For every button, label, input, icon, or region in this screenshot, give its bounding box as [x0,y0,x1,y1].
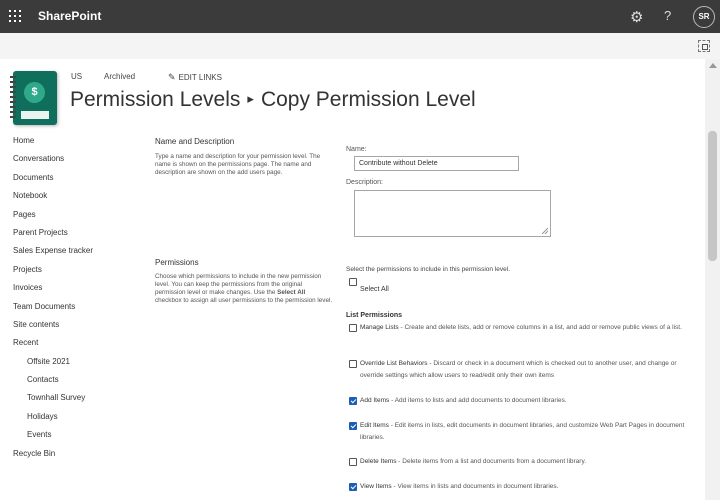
permission-description: View items in lists and documents in document libraries. [397,483,559,490]
permission-name[interactable]: Override List Behaviors [360,360,428,367]
permission-checkbox[interactable] [349,458,357,466]
permissions-desc-pre: Choose which permissions to include in the new permission level. You can keep the permissions from the original permission level or make changes. Use the [155,273,322,296]
avatar[interactable]: SR [693,6,715,28]
name-input[interactable]: Contribute without Delete [354,156,519,171]
permission-description: Delete items from a list and documents from a document library. [402,458,587,465]
breadcrumb-separator-icon: ▸ [247,91,254,106]
permission-separator: - [398,324,405,331]
list-permissions-title: List Permissions [346,312,403,319]
permission-item [360,420,695,444]
permission-item [360,395,695,407]
permissions-section-description [155,273,333,305]
top-link-us[interactable]: US [71,72,83,81]
name-label: Name: [346,146,367,153]
left-navigation [13,136,93,467]
permission-description: Discard or check in a document which is checked out to another user, and change or override settings which allow users to read/edit only their own items [360,360,677,379]
permission-separator: - [391,483,398,490]
dollar-icon: $ [24,82,45,103]
page-scrollbar[interactable] [705,59,720,500]
permission-description: Add items to lists and add documents to document libraries. [394,397,567,404]
gear-icon[interactable]: ⚙ [630,9,644,26]
permission-item [360,456,695,468]
nav-item-contacts[interactable]: Contacts [27,375,59,385]
name-section-title: Name and Description [155,137,235,146]
permission-name[interactable]: View Items [360,483,392,490]
permission-checkbox[interactable] [349,483,357,491]
scroll-up-icon[interactable] [709,63,717,68]
help-icon[interactable]: ? [664,8,672,23]
pencil-icon: ✎ [168,72,176,82]
nav-item-documents[interactable]: Documents [13,172,54,182]
nav-item-pages[interactable]: Pages [13,209,36,219]
breadcrumb-current: Copy Permission Level [260,88,476,111]
permission-description: Edit items in lists, edit documents in document libraries, and customize Web Part Pages in document libraries. [360,422,685,441]
focus-mode-icon[interactable] [698,40,710,52]
permission-checkbox[interactable] [349,360,357,368]
nav-item-invoices[interactable]: Invoices [13,283,43,293]
description-textarea[interactable] [354,190,551,237]
scroll-thumb[interactable] [708,131,717,261]
nav-item-team-documents[interactable]: Team Documents [13,301,76,311]
suite-bar [0,0,720,33]
permission-separator: - [388,422,395,429]
logo-plate [21,111,49,119]
breadcrumb-parent[interactable]: Permission Levels [70,88,241,111]
permissions-desc-post: checkbox to assign all user permissions to the permission level. [155,297,333,304]
select-all-label[interactable]: Select All [360,286,389,293]
permissions-desc-bold: Select All [277,289,306,296]
edit-links-label: EDIT LINKS [178,73,222,82]
permission-separator: - [427,360,434,367]
nav-item-townhall-survey[interactable]: Townhall Survey [27,393,86,403]
nav-item-projects[interactable]: Projects [13,264,42,274]
permission-separator: - [396,458,403,465]
permission-name[interactable]: Add Items [360,397,390,404]
permission-item [360,322,695,334]
permission-name[interactable]: Edit Items [360,422,389,429]
permission-item [360,481,695,493]
name-section-description: Type a name and description for your permission level. The name is shown on the permissions page. The name and description are shown on the add users page. [155,153,321,176]
nav-item-holidays[interactable]: Holidays [27,411,58,421]
site-logo[interactable] [13,71,57,125]
permission-checkbox[interactable] [349,422,357,430]
nav-item-recent[interactable]: Recent [13,338,39,348]
permission-checkbox[interactable] [349,324,357,332]
nav-item-conversations[interactable]: Conversations [13,154,65,164]
nav-item-parent-projects[interactable]: Parent Projects [13,227,68,237]
permission-separator: - [389,397,395,404]
nav-item-site-contents[interactable]: Site contents [13,319,60,329]
app-launcher-icon[interactable] [9,10,21,22]
select-all-checkbox[interactable] [349,278,357,286]
permission-item [360,358,695,382]
permission-name[interactable]: Manage Lists [360,324,399,331]
nav-item-sales-expense-tracker[interactable]: Sales Expense tracker [13,246,94,256]
nav-item-offsite-2021[interactable]: Offsite 2021 [27,356,70,366]
permissions-intro: Select the permissions to include in this permission level. [346,266,511,273]
edit-links-button[interactable] [168,72,222,83]
permission-name[interactable]: Delete Items [360,458,397,465]
notebook-rings [10,76,16,120]
app-name[interactable]: SharePoint [38,9,102,23]
page-title [70,88,476,112]
permissions-section-title: Permissions [155,258,199,267]
nav-item-recycle-bin[interactable]: Recycle Bin [13,448,56,458]
nav-item-notebook[interactable]: Notebook [13,191,48,201]
nav-item-events[interactable]: Events [27,430,52,440]
permission-description: Create and delete lists, add or remove columns in a list, and add or remove public views of a list. [404,324,682,331]
description-label: Description: [346,179,383,186]
command-bar [0,33,720,59]
permission-checkbox[interactable] [349,397,357,405]
nav-item-home[interactable]: Home [13,136,35,145]
top-link-archived[interactable]: Archived [104,72,136,81]
